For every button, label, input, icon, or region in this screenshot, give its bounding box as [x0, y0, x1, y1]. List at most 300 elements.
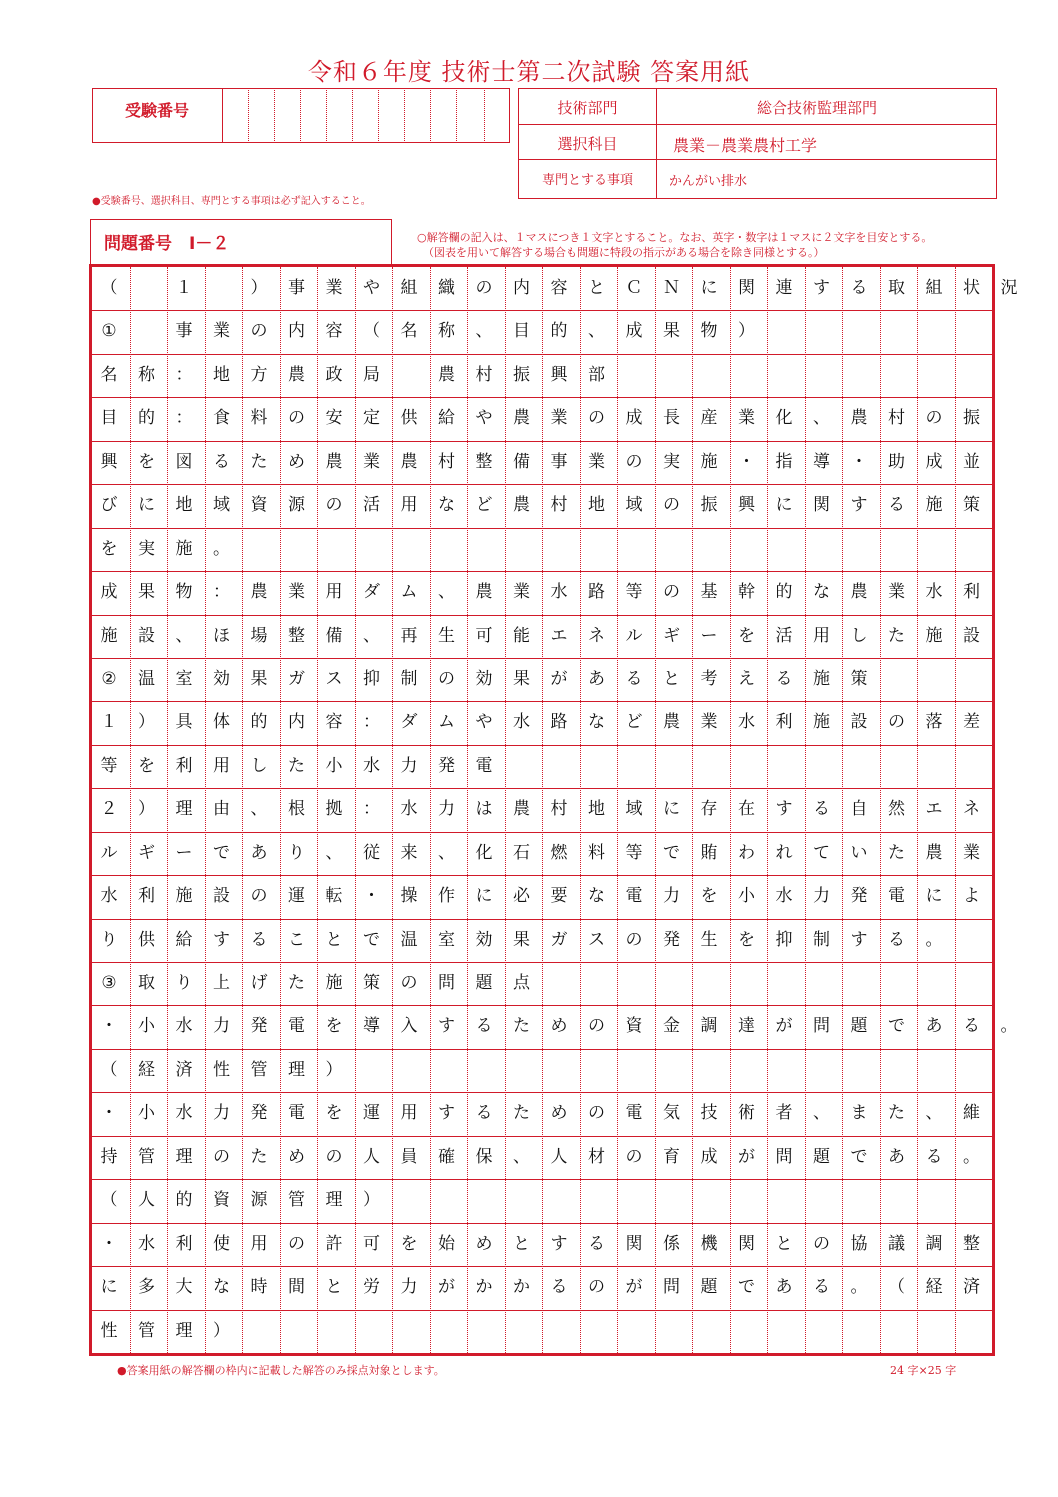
- answer-char: 電: [888, 886, 905, 907]
- answer-char: 発: [438, 755, 455, 776]
- answer-line: [95, 1266, 1055, 1309]
- answer-char: 部: [588, 364, 605, 385]
- answer-char: 内: [288, 321, 305, 342]
- exam-number-cell[interactable]: [378, 88, 379, 143]
- answer-char: 題: [700, 1277, 718, 1298]
- answer-char: 等: [100, 755, 118, 776]
- answer-char: 力: [213, 1103, 230, 1124]
- answer-char: た: [250, 451, 268, 472]
- answer-char: す: [550, 1233, 568, 1254]
- answer-char: 転: [325, 886, 343, 907]
- answer-char: ス: [325, 668, 343, 689]
- answer-char: し: [250, 755, 268, 776]
- answer-char: 水: [175, 1103, 193, 1124]
- answer-char: 農: [325, 451, 343, 472]
- answer-char: ・: [100, 1233, 118, 1254]
- answer-char: る: [213, 451, 230, 472]
- answer-char: 施: [175, 538, 193, 559]
- exam-number-cell[interactable]: [326, 88, 327, 143]
- answer-line: [95, 441, 1055, 484]
- answer-line: [95, 962, 1055, 1005]
- answer-char: か: [513, 1277, 530, 1298]
- answer-char: 果: [138, 582, 155, 603]
- answer-char: 者: [775, 1103, 793, 1124]
- answer-char: 大: [175, 1277, 193, 1298]
- answer-char: の: [663, 495, 680, 516]
- grid-size-label: 24 字×25 字: [890, 1364, 957, 1377]
- answer-char: ネ: [963, 799, 980, 820]
- answer-char: の: [250, 886, 268, 907]
- answer-char: 活: [363, 495, 380, 516]
- answer-char: わ: [738, 842, 755, 863]
- answer-char: あ: [888, 1146, 905, 1167]
- answer-char: 状: [963, 278, 980, 298]
- answer-char: 目: [100, 408, 118, 429]
- answer-char: 調: [925, 1233, 943, 1254]
- answer-char: ③: [101, 973, 117, 994]
- answer-char: 資: [250, 495, 268, 516]
- answer-char: を: [325, 1103, 343, 1124]
- answer-char: ガ: [550, 929, 568, 950]
- answer-char: 済: [175, 1059, 193, 1080]
- answer-char: 室: [438, 929, 455, 950]
- answer-char: 村: [475, 364, 493, 385]
- answer-char: 連: [775, 278, 793, 298]
- answer-char: ・: [100, 1103, 118, 1124]
- answer-char: 供: [400, 408, 418, 429]
- answer-char: エ: [925, 799, 943, 820]
- answer-char: り: [175, 973, 193, 994]
- answer-char: 性: [100, 1320, 118, 1341]
- answer-rule-2: （図表を用いて解答する場合も問題に特段の指示がある場合を除き同様とする。）: [423, 246, 825, 259]
- answer-char: 食: [213, 408, 230, 429]
- answer-char: 題: [475, 973, 493, 994]
- answer-char: た: [288, 973, 305, 994]
- answer-char: 時: [250, 1277, 268, 1298]
- answer-char: 従: [363, 842, 380, 863]
- answer-char: す: [775, 799, 793, 820]
- answer-char: の: [438, 668, 455, 689]
- exam-number-cell[interactable]: [274, 88, 275, 143]
- answer-char: 管: [138, 1320, 155, 1341]
- answer-line: [95, 1136, 1055, 1179]
- answer-char: る: [775, 668, 793, 689]
- answer-char: （: [100, 1190, 118, 1211]
- answer-char: を: [100, 538, 118, 559]
- answer-char: 用: [400, 1103, 418, 1124]
- answer-char: ：: [363, 799, 380, 820]
- answer-char: め: [550, 1103, 568, 1124]
- answer-char: 問: [663, 1277, 680, 1298]
- answer-char: に: [775, 495, 793, 516]
- answer-char: ギ: [138, 842, 155, 863]
- answer-char: と: [663, 668, 680, 689]
- answer-char: 方: [250, 364, 268, 385]
- answer-char: に: [925, 886, 943, 907]
- answer-char: 農: [663, 712, 680, 733]
- answer-char: 理: [175, 1320, 193, 1341]
- answer-char: を: [400, 1233, 418, 1254]
- answer-char: る: [813, 1277, 830, 1298]
- answer-char: 域: [625, 495, 643, 516]
- answer-char: 、: [813, 1103, 830, 1124]
- answer-char: 用: [325, 582, 343, 603]
- answer-char: 達: [738, 1016, 755, 1037]
- answer-char: 作: [438, 886, 455, 907]
- answer-char: 村: [438, 451, 455, 472]
- answer-char: を: [738, 625, 755, 646]
- answer-char: の: [400, 973, 418, 994]
- answer-char: 組: [400, 278, 418, 298]
- answer-char: た: [888, 1103, 905, 1124]
- required-note: ●受験番号、選択科目、専門とする事項は必ず記入すること。: [92, 196, 371, 207]
- answer-char: や: [475, 712, 493, 733]
- answer-line: [95, 310, 1055, 353]
- answer-char: 助: [888, 451, 905, 472]
- answer-char: 問: [813, 1016, 830, 1037]
- answer-char: 入: [400, 1016, 418, 1037]
- answer-char: 施: [925, 625, 943, 646]
- answer-char: 体: [213, 712, 230, 733]
- answer-char: る: [888, 495, 905, 516]
- answer-char: 理: [288, 1059, 305, 1080]
- answer-char: す: [438, 1103, 455, 1124]
- answer-line: [95, 658, 1055, 701]
- answer-char: た: [513, 1016, 530, 1037]
- answer-char: 力: [400, 1277, 418, 1298]
- scoring-note: ●答案用紙の解答欄の枠内に記載した解答のみ採点対象とします。: [117, 1364, 445, 1377]
- answer-char: 自: [850, 799, 868, 820]
- answer-char: 施: [813, 712, 830, 733]
- answer-char: 利: [775, 712, 793, 733]
- exam-number-cell[interactable]: [248, 88, 249, 143]
- answer-char: 的: [250, 712, 268, 733]
- answer-char: 確: [438, 1146, 455, 1167]
- answer-line: [95, 745, 1055, 788]
- answer-char: 設: [963, 625, 980, 646]
- answer-char: 目: [513, 321, 530, 342]
- answer-char: 人: [138, 1190, 155, 1211]
- answer-char: 術: [738, 1103, 755, 1124]
- answer-char: れ: [775, 842, 793, 863]
- answer-char: の: [213, 1146, 230, 1167]
- exam-number-cell[interactable]: [430, 88, 431, 143]
- answer-char: 施: [813, 668, 830, 689]
- answer-char: が: [738, 1146, 755, 1167]
- answer-line: [95, 875, 1055, 918]
- answer-char: 織: [438, 278, 455, 298]
- answer-char: と: [325, 929, 343, 950]
- answer-line: [95, 1179, 1055, 1222]
- answer-char: 可: [363, 1233, 380, 1254]
- answer-char: に: [138, 495, 155, 516]
- answer-char: [394, 354, 424, 397]
- answer-char: 水: [738, 712, 755, 733]
- answer-char: 育: [663, 1146, 680, 1167]
- answer-char: 管: [250, 1059, 268, 1080]
- answer-char: （: [888, 1277, 905, 1298]
- answer-char: の: [663, 582, 680, 603]
- answer-line: [95, 354, 1055, 397]
- answer-char: に: [700, 278, 718, 298]
- answer-char: 農: [288, 364, 305, 385]
- answer-char: 理: [325, 1190, 343, 1211]
- answer-char: か: [475, 1277, 493, 1298]
- answer-char: 発: [250, 1103, 268, 1124]
- answer-char: の: [288, 408, 305, 429]
- info-value-department[interactable]: 総合技術監理部門: [757, 99, 878, 117]
- answer-char: エ: [550, 625, 568, 646]
- answer-char: 存: [700, 799, 718, 820]
- info-value-specialty[interactable]: かんがい排水: [669, 174, 748, 189]
- exam-number-cell[interactable]: [300, 88, 301, 143]
- answer-char: 員: [400, 1146, 418, 1167]
- answer-char: 業: [588, 451, 605, 472]
- answer-char: 用: [213, 755, 230, 776]
- answer-char: 組: [925, 278, 943, 298]
- answer-char: し: [850, 625, 868, 646]
- answer-char: 地: [175, 495, 193, 516]
- answer-char: [207, 267, 237, 310]
- answer-char: で: [888, 1016, 905, 1037]
- answer-char: 備: [325, 625, 343, 646]
- answer-char: な: [588, 712, 605, 733]
- answer-char: 石: [513, 842, 530, 863]
- answer-char: 的: [775, 582, 793, 603]
- answer-char: 的: [138, 408, 155, 429]
- answer-char: 局: [363, 364, 380, 385]
- answer-char: 的: [550, 321, 568, 342]
- answer-char: た: [513, 1103, 530, 1124]
- answer-char: 果: [513, 929, 530, 950]
- info-row-divider: [519, 159, 996, 160]
- answer-char: 水: [363, 755, 380, 776]
- answer-char: る: [888, 929, 905, 950]
- answer-char: 内: [513, 278, 530, 298]
- answer-char: 要: [550, 886, 568, 907]
- answer-char: ：: [175, 364, 193, 385]
- answer-char: 操: [400, 886, 418, 907]
- answer-char: 在: [738, 799, 755, 820]
- answer-char: め: [550, 1016, 568, 1037]
- answer-char: ・: [850, 451, 868, 472]
- answer-char: の: [325, 495, 343, 516]
- answer-char: 、: [513, 1146, 530, 1167]
- answer-char: 電: [288, 1103, 305, 1124]
- answer-char: 農: [475, 582, 493, 603]
- answer-line: [95, 788, 1055, 831]
- answer-char: 給: [175, 929, 193, 950]
- answer-char: 抑: [775, 929, 793, 950]
- answer-char: ス: [588, 929, 605, 950]
- answer-char: ・: [363, 886, 380, 907]
- sheet-title: 令和６年度 技術士第二次試験 答案用紙: [307, 58, 751, 86]
- answer-char: 抑: [363, 668, 380, 689]
- answer-line: [95, 1005, 1055, 1048]
- answer-char: 可: [475, 625, 493, 646]
- answer-char: 由: [213, 799, 230, 820]
- answer-char: 名: [100, 364, 118, 385]
- answer-char: 場: [250, 625, 268, 646]
- answer-char: ま: [850, 1103, 868, 1124]
- answer-char: ）: [325, 1059, 343, 1080]
- answer-char: 、: [250, 799, 268, 820]
- answer-char: は: [475, 799, 493, 820]
- answer-char: の: [325, 1146, 343, 1167]
- answer-char: 産: [700, 408, 718, 429]
- answer-char: ネ: [588, 625, 605, 646]
- answer-char: 許: [325, 1233, 343, 1254]
- answer-char: 業: [213, 321, 230, 342]
- answer-line: [95, 484, 1055, 527]
- info-divider: [656, 89, 657, 198]
- answer-char: 維: [963, 1103, 980, 1124]
- answer-char: 果: [513, 668, 530, 689]
- answer-char: 、: [325, 842, 343, 863]
- answer-char: 果: [250, 668, 268, 689]
- answer-line: [95, 397, 1055, 440]
- answer-char: ど: [625, 712, 643, 733]
- answer-char: 力: [438, 799, 455, 820]
- answer-char: 指: [775, 451, 793, 472]
- answer-char: 調: [700, 1016, 718, 1037]
- answer-char: る: [850, 278, 868, 298]
- answer-char: 水: [550, 582, 568, 603]
- answer-char: る: [925, 1146, 943, 1167]
- answer-line: [95, 832, 1055, 875]
- exam-number-cell[interactable]: [484, 88, 485, 143]
- answer-char: ム: [438, 712, 455, 733]
- exam-number-cell[interactable]: [222, 88, 223, 143]
- answer-char: 電: [288, 1016, 305, 1037]
- answer-char: 導: [363, 1016, 380, 1037]
- exam-number-cell[interactable]: [456, 88, 457, 143]
- answer-char: 政: [325, 364, 343, 385]
- answer-char: で: [850, 1146, 868, 1167]
- answer-char: た: [250, 1146, 268, 1167]
- answer-char: （: [100, 278, 118, 298]
- answer-char: 。: [850, 1277, 868, 1298]
- answer-char: 電: [625, 886, 643, 907]
- answer-char: ル: [100, 842, 118, 863]
- answer-char: や: [363, 278, 380, 298]
- answer-char: げ: [250, 973, 268, 994]
- answer-char: が: [550, 668, 568, 689]
- answer-char: を: [138, 755, 155, 776]
- answer-char: ・: [738, 451, 755, 472]
- answer-char: 振: [700, 495, 718, 516]
- answer-char: 容: [325, 321, 343, 342]
- answer-char: 経: [138, 1059, 155, 1080]
- answer-line: [95, 1223, 1055, 1266]
- answer-char: に: [100, 1277, 118, 1298]
- answer-char: ）: [138, 799, 155, 820]
- answer-char: ）: [213, 1320, 230, 1341]
- answer-char: 農: [850, 408, 868, 429]
- answer-char: 保: [475, 1146, 493, 1167]
- answer-char: 機: [700, 1233, 718, 1254]
- answer-char: 物: [175, 582, 193, 603]
- answer-char: ２: [100, 799, 118, 820]
- answer-char: 落: [925, 712, 943, 733]
- answer-char: 源: [288, 495, 305, 516]
- answer-char: 事: [175, 321, 193, 342]
- answer-char: の: [588, 1103, 605, 1124]
- answer-char: 再: [400, 625, 418, 646]
- answer-char: 興: [550, 364, 568, 385]
- answer-char: 管: [138, 1146, 155, 1167]
- answer-char: 経: [925, 1277, 943, 1298]
- answer-char: 上: [213, 973, 230, 994]
- answer-char: り: [100, 929, 118, 950]
- answer-char: 済: [963, 1277, 980, 1298]
- answer-char: 農: [513, 408, 530, 429]
- answer-char: 発: [850, 886, 868, 907]
- answer-char: 関: [625, 1233, 643, 1254]
- exam-number-cell[interactable]: [404, 88, 405, 143]
- answer-char: 給: [438, 408, 455, 429]
- answer-char: び: [100, 495, 118, 516]
- answer-char: （: [100, 1059, 118, 1080]
- answer-char: １: [175, 278, 193, 298]
- answer-char: 来: [400, 842, 418, 863]
- answer-char: と: [588, 278, 605, 298]
- answer-char: 、: [438, 582, 455, 603]
- answer-char: 、: [475, 321, 493, 342]
- answer-char: 問: [438, 973, 455, 994]
- answer-char: た: [888, 625, 905, 646]
- answer-char: り: [288, 842, 305, 863]
- answer-char: る: [813, 799, 830, 820]
- answer-char: の: [588, 1277, 605, 1298]
- answer-line: [95, 701, 1055, 744]
- answer-char: 水: [925, 582, 943, 603]
- answer-char: 策: [850, 668, 868, 689]
- answer-char: 題: [813, 1146, 830, 1167]
- answer-char: 的: [175, 1190, 193, 1211]
- answer-char: の: [813, 1233, 830, 1254]
- answer-char: 成: [625, 408, 643, 429]
- answer-char: 。: [1000, 1016, 1018, 1037]
- answer-char: 効: [213, 668, 230, 689]
- answer-char: 料: [588, 842, 605, 863]
- answer-char: 小: [738, 886, 755, 907]
- answer-char: と: [775, 1233, 793, 1254]
- answer-char: の: [588, 408, 605, 429]
- answer-char: 係: [663, 1233, 680, 1254]
- info-value-subject[interactable]: 農業－農業農村工学: [673, 136, 818, 155]
- answer-char: 成: [925, 451, 943, 472]
- exam-number-cell[interactable]: [352, 88, 353, 143]
- answer-char: 地: [588, 799, 605, 820]
- answer-char: 。: [925, 929, 943, 950]
- answer-char: [132, 310, 162, 353]
- info-key-department: 技術部門: [557, 99, 618, 117]
- answer-char: を: [138, 451, 155, 472]
- answer-char: 名: [400, 321, 418, 342]
- answer-char: 使: [213, 1233, 230, 1254]
- answer-char: 資: [213, 1190, 230, 1211]
- answer-char: 策: [363, 973, 380, 994]
- answer-char: 路: [550, 712, 568, 733]
- answer-char: 業: [963, 842, 980, 863]
- question-number-label[interactable]: 問題番号 Ⅰ－２: [104, 234, 230, 254]
- answer-char: 幹: [738, 582, 755, 603]
- answer-char: １: [100, 712, 118, 733]
- answer-char: が: [775, 1016, 793, 1037]
- answer-char: の: [250, 321, 268, 342]
- answer-char: で: [663, 842, 680, 863]
